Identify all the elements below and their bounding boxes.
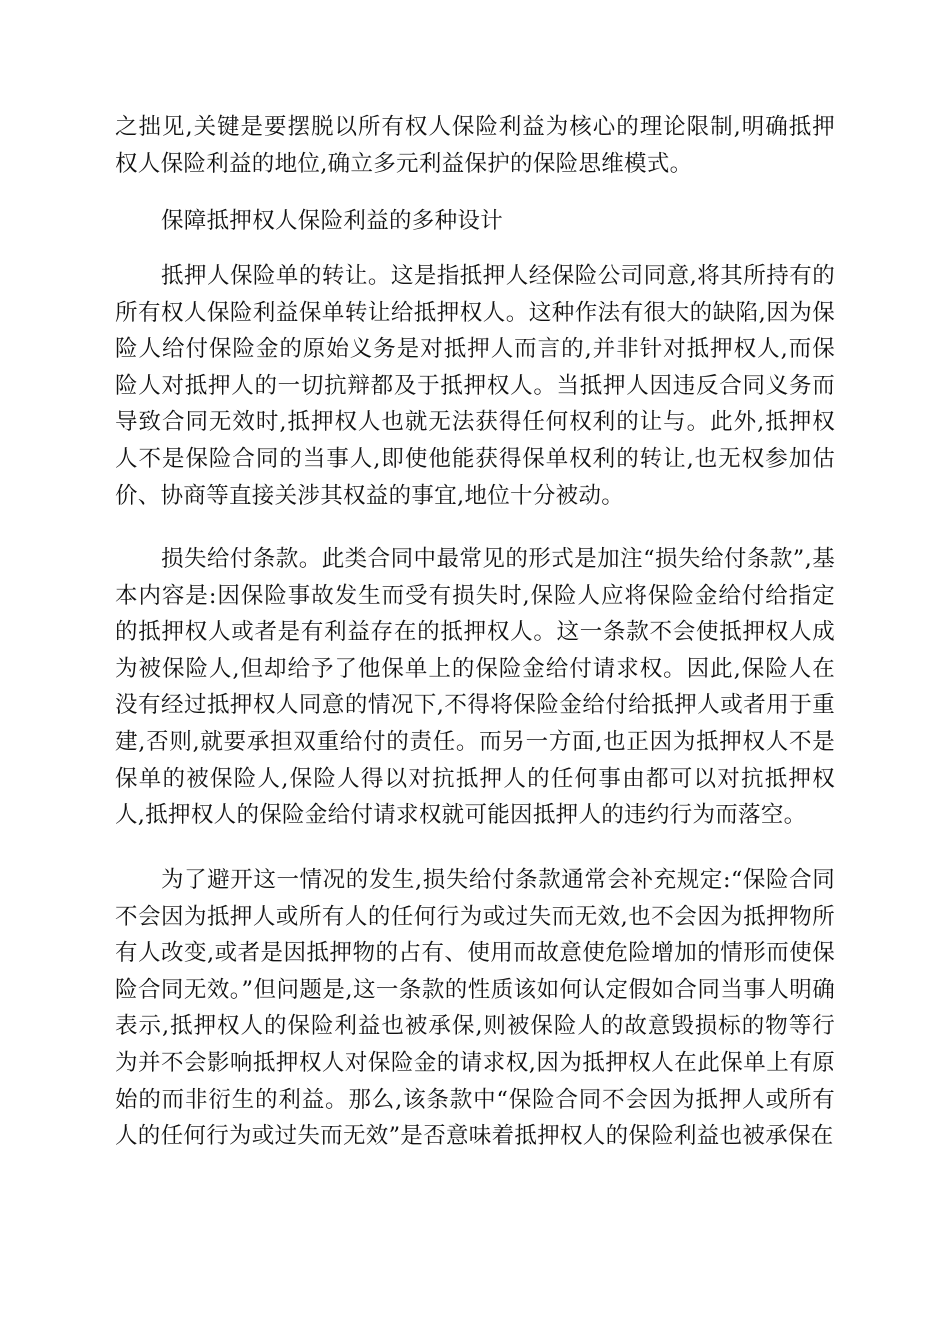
paragraph-supplementary-clause: 为了避开这一情况的发生,损失给付条款通常会补充规定:“保险合同不会因为抵押人或所有人的任何行为或过失而无效,也不会因为抵押物所有人改变,或者是因抵押物的占有、使用而故意使危险增加的情形而使保险合同无效。”但问题是,这一条款的性质该如何认定假如合同当事人明确表示,抵押权人的保险利益也被承保,则被保险人的故意毁损标的物等行为并不会影响抵押权人对保险金的请求权,因为抵押权人在此保单上有原始的而非衍生的利益。那么,该条款中“保险合同不会因为抵押人或所有人的任何行为或过失而无效”是否意味着抵押权人的保险利益也被承保在 xyxy=(115,867,835,1150)
paragraph-loss-payable-clause: 损失给付条款。此类合同中最常见的形式是加注“损失给付条款”,基本内容是:因保险事故发生而受有损失时,保险人应将保险金给付给指定的抵押权人或者是有利益存在的抵押权人。这一条款不会使抵押权人成为被保险人,但却给予了他保单上的保险金给付请求权。因此,保险人在没有经过抵押权人同意的情况下,不得将保险金给付给抵押人或者用于重建,否则,就要承担双重给付的责任。而另一方面,也正因为抵押权人不是保单的被保险人,保险人得以对抗抵押人的任何事由都可以对抗抵押权人,抵押权人的保险金给付请求权就可能因抵押人的违约行为而落空。 xyxy=(115,546,835,829)
paragraph-policy-transfer: 抵押人保险单的转让。这是指抵押人经保险公司同意,将其所持有的所有权人保险利益保单转让给抵押权人。这种作法有很大的缺陷,因为保险人给付保险金的原始义务是对抵押人而言的,并非针对抵押权人,而保险人对抵押人的一切抗辩都及于抵押权人。当抵押人因违反合同义务而导致合同无效时,抵押权人也就无法获得任何权利的让与。此外,抵押权人不是保险合同的当事人,即使他能获得保单权利的转让,也无权参加估价、协商等直接关涉其权益的事宜,地位十分被动。 xyxy=(115,263,835,509)
paragraph-continuation: 之拙见,关键是要摆脱以所有权人保险利益为核心的理论限制,明确抵押权人保险利益的地位,确立多元利益保护的保险思维模式。 xyxy=(115,114,835,177)
section-heading: 保障抵押权人保险利益的多种设计 xyxy=(161,208,504,234)
